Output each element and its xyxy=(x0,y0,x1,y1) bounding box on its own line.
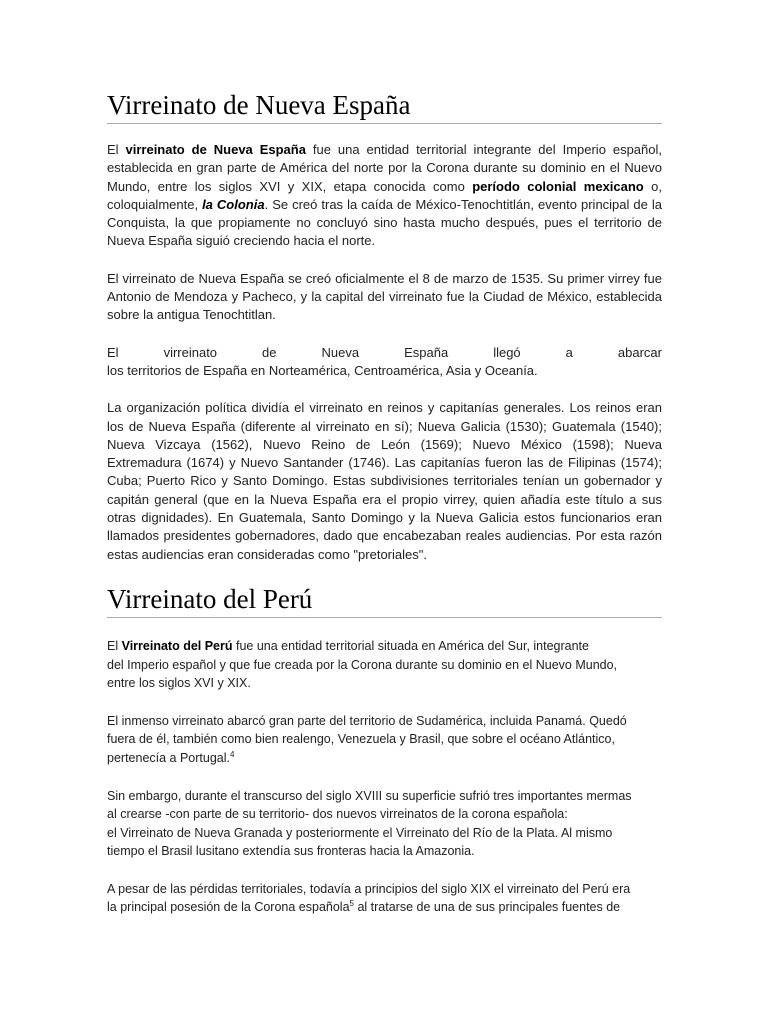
text-run: pertenecía a Portugal. xyxy=(107,750,230,765)
paragraph-line: los territorios de España en Norteamérica, Centroamérica, Asia y Oceanía. xyxy=(107,362,538,378)
section-title: Virreinato de Nueva España xyxy=(107,89,662,124)
section-peru xyxy=(107,583,662,917)
paragraph: La organización política dividía el virreinato en reinos y capitanías generales. Los reinos eran los de Nueva España (diferente al virreinato en sí); Nueva Galicia (1530); Guatemala (1540); Nueva Vizcaya (1562), Nuevo Reino de León (1569); Nuevo México (1598); Nueva Extremadura (1674) y Nuevo Santander (1746). Las capitanías fueron las de Filipinas (1574); Cuba; Puerto Rico y Santo Domingo. Estas subdivisiones territoriales tenían un gobernador y capitán general (que en la Nueva España era el propio virrey, quien añadía este título a sus otras dignidades). En Guatemala, Santo Domingo y la Nueva Galicia estos funcionarios eran llamados presidentes gobernadores, dado que encabezaban reales audiencias. Por esta razón estas audiencias eran consideradas como "pretoriales". xyxy=(107,400,662,562)
section-nueva-espana xyxy=(107,89,662,564)
footnote-ref: 4 xyxy=(230,749,235,759)
text-run: al crearse -con parte de su territorio- dos nuevos virreinatos de la corona española: xyxy=(107,807,568,822)
section-title: Virreinato del Perú xyxy=(107,583,662,618)
paragraph: El virreinato de Nueva España se creó oficialmente el 8 de marzo de 1535. Su primer virrey fue Antonio de Mendoza y Pacheco, y la capital del virreinato fue la Ciudad de México, establecida sobre la antigua Tenochtitlan. xyxy=(107,270,662,323)
text-run: El inmenso virreinato abarcó gran parte del territorio de Sudamérica, incluida Panamá. Quedó xyxy=(107,713,627,728)
bold-term: Virreinato del Perú xyxy=(121,638,233,653)
paragraph xyxy=(107,637,662,693)
text-run: la principal posesión de la Corona española xyxy=(107,900,350,915)
text-run: fue una entidad territorial integrante del Imperio español, establecida en gran parte de América del norte por la Corona durante su dominio en el Nuevo Mundo, entre los siglos XVI y XIX, etapa conocida como xyxy=(107,142,663,194)
text-run: al tratarse de una de sus principales fuentes de xyxy=(353,900,621,915)
text-run: El xyxy=(107,638,122,653)
text-run: . Se creó tras la caída de México-Tenochtitlán, evento principal de la Conquista, la que propiamente no concluyó sino hasta mucho después, pues el territorio de Nueva España siguió creciendo hacia el norte. xyxy=(107,196,662,249)
text-run: del Imperio español y que fue creada por la Corona durante su dominio en el Nuevo Mundo, xyxy=(107,657,618,672)
bold-italic-term: la Colonia xyxy=(202,196,265,212)
text-run: tiempo el Brasil lusitano extendía sus fronteras hacia la Amazonia. xyxy=(107,844,475,859)
paragraph xyxy=(107,712,662,768)
footnote-ref: 5 xyxy=(349,899,354,909)
text-run: A pesar de las pérdidas territoriales, todavía a principios del siglo XIX el virreinato del Perú era xyxy=(107,881,631,896)
bold-term: virreinato de Nueva España xyxy=(125,142,306,157)
text-run: fue una entidad territorial situada en América del Sur, integrante xyxy=(232,638,589,653)
paragraph xyxy=(107,141,662,251)
paragraph xyxy=(107,787,662,861)
text-run: el Virreinato de Nueva Granada y posteriormente el Virreinato del Río de la Plata. Al mismo xyxy=(107,825,613,840)
text-run: o, coloquialmente, xyxy=(107,178,663,212)
bold-term: período colonial mexicano xyxy=(472,178,644,194)
text-run: fuera de él, también como bien realengo, Venezuela y Brasil, que sobre el océano Atlántico, xyxy=(107,732,615,747)
document-page xyxy=(107,0,662,917)
paragraph xyxy=(107,880,662,917)
text-run: El xyxy=(107,142,126,157)
text-run: Sin embargo, durante el transcurso del siglo XVIII su superficie sufrió tres importantes mermas xyxy=(107,788,632,803)
text-run: entre los siglos XVI y XIX. xyxy=(107,676,251,691)
paragraph-line: El virreinato de Nueva España llegó a abarcar xyxy=(107,344,662,360)
